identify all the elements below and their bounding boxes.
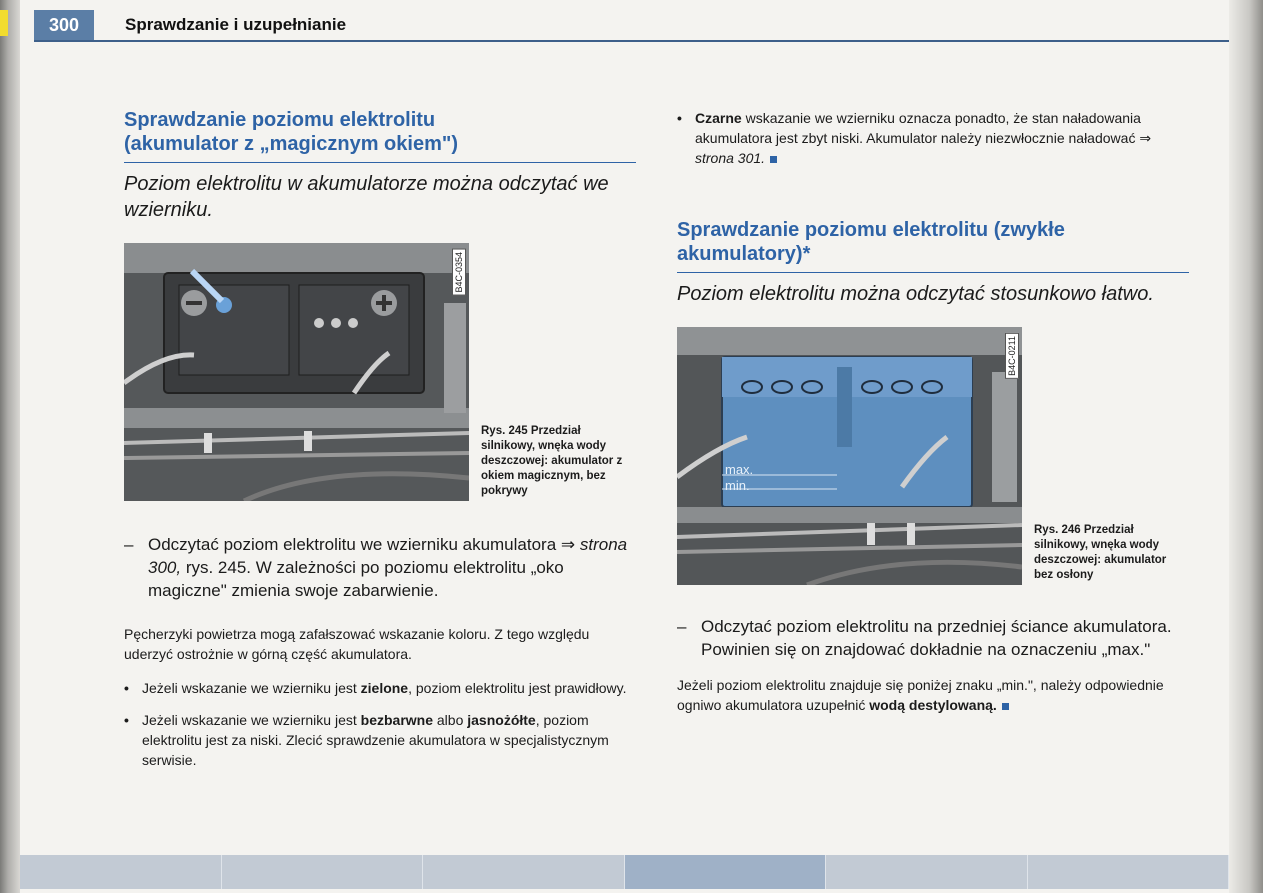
battery-standard-illustration bbox=[677, 327, 1022, 585]
left-step bbox=[124, 533, 636, 602]
battery-magic-eye-illustration bbox=[124, 243, 469, 501]
spine-marker bbox=[0, 10, 8, 36]
left-step-after: rys. 245. W zależności po poziomu elektrolitu „oko magiczne" zmienia swoje zabarwienie. bbox=[148, 558, 564, 600]
right-note-bold: wodą destylowaną. bbox=[869, 697, 997, 713]
right-column bbox=[677, 108, 1189, 715]
end-mark bbox=[770, 156, 777, 163]
right-step bbox=[677, 615, 1189, 661]
bullet2-mid: albo bbox=[433, 712, 468, 728]
right-lead: Poziom elektrolitu można odczytać stosunkowo łatwo. bbox=[677, 283, 1154, 305]
left-step-before: Odczytać poziom elektrolitu we wzierniku akumulatora ⇒ bbox=[148, 535, 580, 554]
bottom-tab-strip bbox=[20, 855, 1229, 889]
bullet-dot: • bbox=[124, 712, 129, 728]
right-bullet-text bbox=[695, 108, 1189, 168]
header-rule bbox=[34, 40, 1229, 42]
figure-245-code: B4C-0354 bbox=[452, 249, 466, 296]
bottom-tab bbox=[423, 855, 625, 889]
figure-246-photo bbox=[677, 327, 1022, 585]
figure-246 bbox=[677, 327, 1189, 585]
left-title-line2: (akumulator z „magicznym okiem") bbox=[124, 133, 459, 155]
right-step-text: Odczytać poziom elektrolitu na przedniej ściance akumulatora. Powinien się on znajdować dokładnie na oznaczeniu „max." bbox=[701, 617, 1172, 659]
figure-246-max-label: max. bbox=[725, 462, 754, 477]
end-mark bbox=[1002, 703, 1009, 710]
book-spine bbox=[0, 0, 20, 893]
left-title-line1: Sprawdzanie poziomu elektrolitu bbox=[124, 109, 436, 131]
left-lead: Poziom elektrolitu w akumulatorze można odczytać we wzierniku. bbox=[124, 173, 609, 221]
figure-245-caption: Rys. 245 Przedział silnikowy, wnęka wody deszczowej: akumulator z okiem magicznym, bez pokrywy bbox=[481, 425, 623, 497]
figure-245-photo bbox=[124, 243, 469, 501]
right-bullet-ref: strona 301. bbox=[695, 150, 766, 166]
bottom-tab bbox=[826, 855, 1028, 889]
left-bullet-1 bbox=[124, 678, 636, 698]
bullet-dot: • bbox=[677, 110, 682, 126]
page-number: 300 bbox=[34, 10, 94, 40]
right-bullet bbox=[677, 108, 1189, 168]
step-dash: – bbox=[677, 617, 687, 636]
bottom-tab bbox=[625, 855, 827, 889]
bullet2-after: , poziom elektrolitu jest za niski. Zlecić sprawdzenie akumulatora w specjalistycznym serwisie. bbox=[142, 712, 609, 768]
left-note: Pęcherzyki powietrza mogą zafałszować wskazanie koloru. Z tego względu uderzyć ostrożnie w górną część akumulatora. bbox=[124, 626, 590, 662]
bullet1-before: Jeżeli wskazanie we wzierniku jest bbox=[142, 680, 361, 696]
bullet1-after: , poziom elektrolitu jest prawidłowy. bbox=[408, 680, 627, 696]
right-note-before: Jeżeli poziom elektrolitu znajduje się poniżej znaku „min.", należy odpowiednie ogniwo akumulatora uzupełnić bbox=[677, 677, 1164, 713]
left-step-ref: strona 300, bbox=[148, 535, 628, 577]
step-dash: – bbox=[124, 535, 134, 554]
bottom-tab bbox=[222, 855, 424, 889]
left-bullet-1-text bbox=[142, 678, 627, 698]
left-bullet-2 bbox=[124, 710, 636, 770]
bullet2-bold1: bezbarwne bbox=[360, 712, 433, 728]
right-note bbox=[677, 675, 1189, 715]
figure-245 bbox=[124, 243, 636, 501]
bullet1-bold: zielone bbox=[360, 680, 409, 696]
bottom-tab bbox=[20, 855, 222, 889]
figure-246-code: B4C-0211 bbox=[1005, 333, 1019, 379]
bullet2-before: Jeżeli wskazanie we wzierniku jest bbox=[142, 712, 361, 728]
bullet-dot: • bbox=[124, 680, 129, 696]
bullet2-bold2: jasnożółte bbox=[467, 712, 536, 728]
chapter-title: Sprawdzanie i uzupełnianie bbox=[125, 15, 347, 34]
right-bullet-bold: Czarne bbox=[695, 110, 742, 126]
left-section-rule bbox=[124, 162, 636, 163]
right-bullet-body: wskazanie we wzierniku oznacza ponadto, że stan naładowania akumulatora jest zbyt niski. Akumulator należy niezwłocznie naładować ⇒ bbox=[695, 110, 1152, 146]
figure-246-min-label: min. bbox=[725, 478, 750, 493]
figure-246-caption: Rys. 246 Przedział silnikowy, wnęka wody deszczowej: akumulator bez osłony bbox=[1034, 524, 1167, 581]
left-column bbox=[124, 108, 636, 770]
left-step-text bbox=[148, 533, 636, 602]
right-title-line2: akumulatory)* bbox=[677, 243, 811, 265]
right-section-rule bbox=[677, 272, 1189, 273]
right-title-line1: Sprawdzanie poziomu elektrolitu (zwykłe bbox=[677, 219, 1065, 241]
left-bullet-2-text bbox=[142, 710, 636, 770]
right-section-title bbox=[677, 218, 1189, 266]
left-section-title bbox=[124, 108, 636, 156]
page-edge bbox=[1229, 0, 1263, 893]
bottom-tab bbox=[1028, 855, 1230, 889]
